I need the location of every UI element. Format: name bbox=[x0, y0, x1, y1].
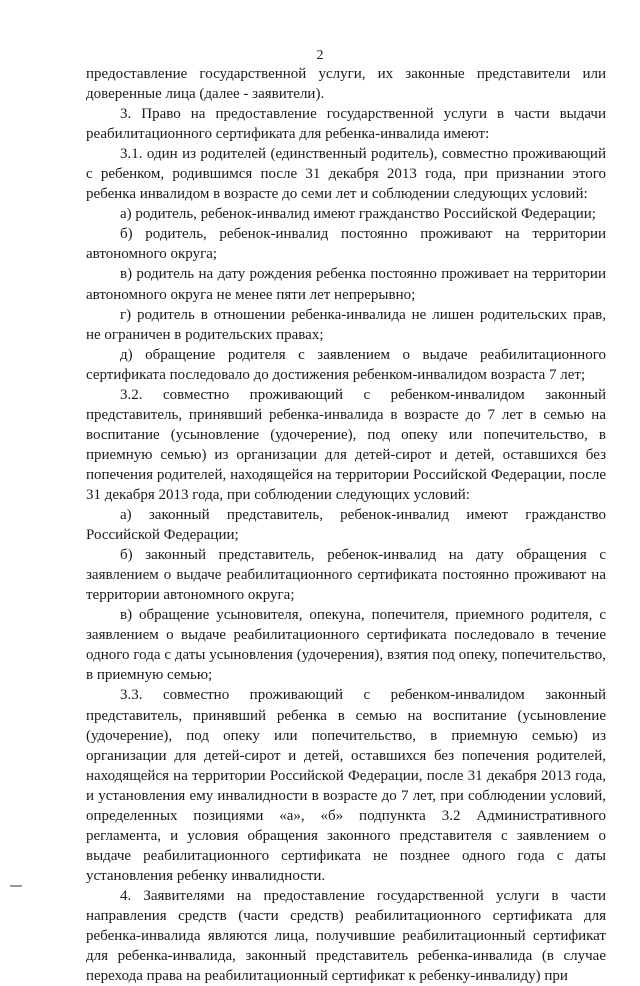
document-paragraph: 3. Право на предоставление государственной услуги в части выдачи реабилитационного сертификата для ребенка-инвалида имеют: bbox=[86, 106, 606, 143]
document-paragraph: б) законный представитель, ребенок-инвалид на дату обращения с заявлением о выдаче реабилитационного сертификата постоянно проживают на территории автономного округа; bbox=[86, 547, 606, 604]
document-paragraph: б) родитель, ребенок-инвалид постоянно проживают на территории автономного округа; bbox=[86, 226, 606, 263]
page-number: 2 bbox=[316, 48, 324, 63]
document-paragraph: 4. Заявителями на предоставление государственной услуги в части направления средств (части средств) реабилитационного сертификата для ребенка-инвалида являются лица, получившие реабилитационный сертификат для ребенка-инвалида, законный представитель ребенка-инвалида (в случае перехода права на реабилитационный сертификат к ребенку-инвалиду) при bbox=[86, 887, 606, 985]
document-paragraph: г) родитель в отношении ребенка-инвалида не лишен родительских прав, не ограничен в родительских правах; bbox=[86, 306, 606, 343]
document-paragraph: 3.1. один из родителей (единственный родитель), совместно проживающий с ребенком, родившимся после 31 декабря 2013 года, при признании этого ребенка инвалидом в возрасте до семи лет и соблюдении следующих условий: bbox=[86, 146, 606, 203]
document-paragraph: в) родитель на дату рождения ребенка постоянно проживает на территории автономного округа не менее пяти лет непрерывно; bbox=[86, 266, 606, 303]
document-paragraph: в) обращение усыновителя, опекуна, попечителя, приемного родителя, с заявлением о выдаче реабилитационного сертификата последовало в течение одного года с даты усыновления (удочерения), взятия под опеку, попечительство, в приемную семью; bbox=[86, 607, 606, 684]
document-paragraph: 3.2. совместно проживающий с ребенком-инвалидом законный представитель, принявший ребенка-инвалида в возрасте до 7 лет в семью на воспитание (усыновление (удочерение), под опеку или попечительство, в приемную семью) из организации для детей-сирот и детей, оставшихся без попечения родителей, находящейся на территории Российской Федерации, после 31 декабря 2013 года, при соблюдении следующих условий: bbox=[86, 386, 606, 503]
document-paragraph: 3.3. совместно проживающий с ребенком-инвалидом законный представитель, принявший ребенка в семью на воспитание (усыновление (удочерение), под опеку или попечительство, в приемную семью) из организации для детей-сирот и детей, оставшихся без попечения родителей, находящейся на территории Российской Федерации, после 31 декабря 2013 года, и установления ему инвалидности в возрасте до 7 лет, при соблюдении условий, определенных позициями «а», «б» подпункта 3.2 Административного регламента, и условия обращения законного представителя с заявлением о выдаче реабилитационного сертификата не позднее одного года с даты установления ребенку инвалидности. bbox=[86, 687, 606, 884]
document-paragraph: а) законный представитель, ребенок-инвалид имеют гражданство Российской Федерации; bbox=[86, 507, 606, 544]
document-body bbox=[86, 64, 606, 986]
document-paragraph: д) обращение родителя с заявлением о выдаче реабилитационного сертификата последовало до достижения ребенком-инвалидом возраста 7 лет; bbox=[86, 346, 606, 383]
document-paragraph: а) родитель, ребенок-инвалид имеют гражданство Российской Федерации; bbox=[120, 206, 596, 223]
document-paragraph: предоставление государственной услуги, их законные представители или доверенные лица (далее - заявители). bbox=[86, 66, 606, 103]
scan-artifact bbox=[10, 885, 22, 887]
